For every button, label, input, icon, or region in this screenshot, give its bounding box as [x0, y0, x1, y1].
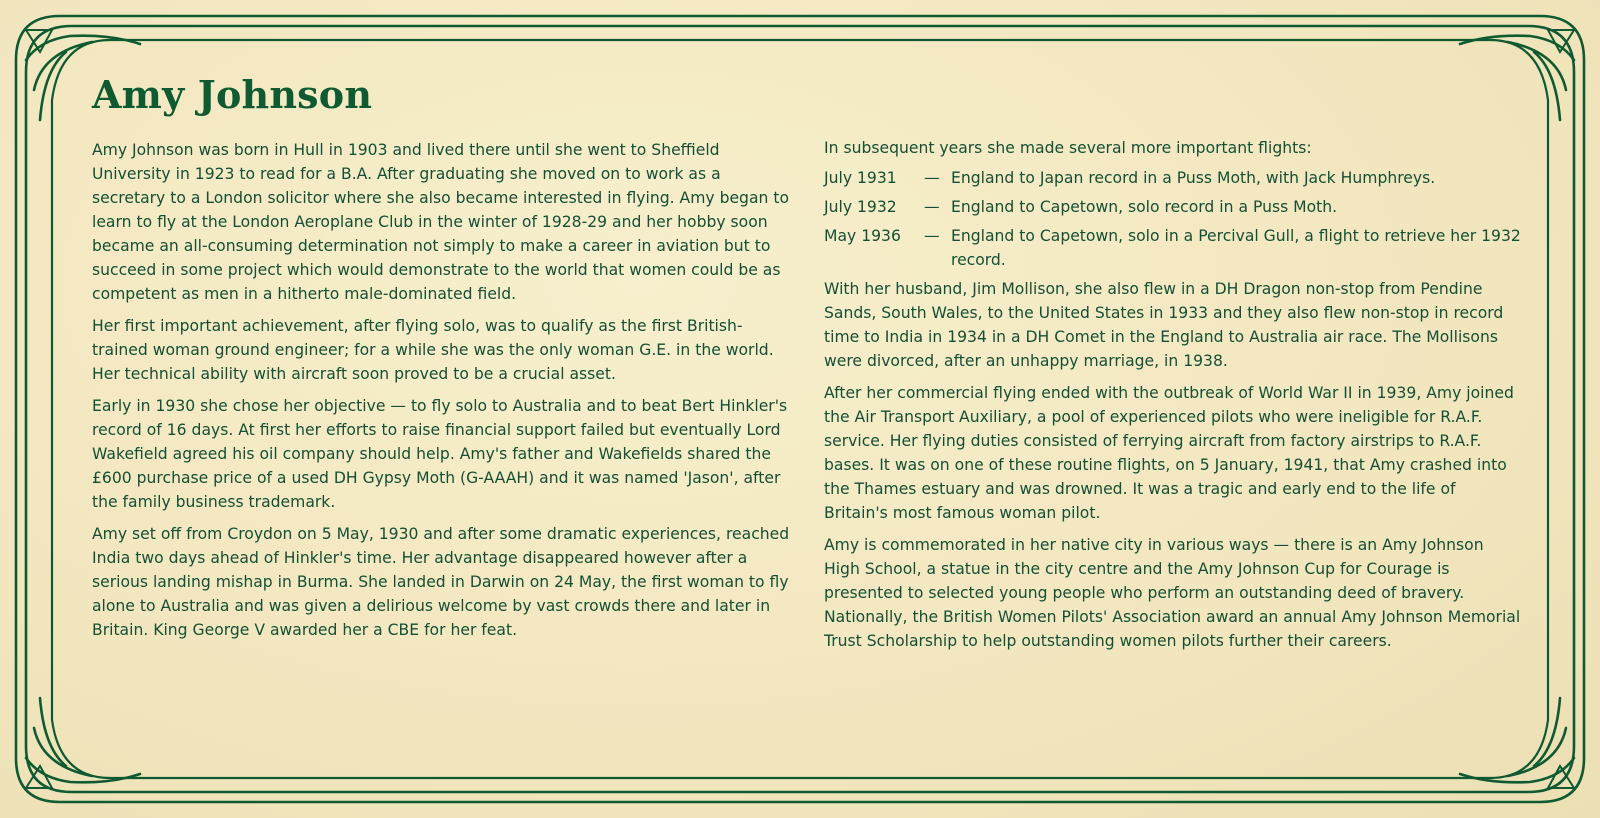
flight-dash: — — [924, 198, 940, 216]
flights-intro: In subsequent years she made several more important flights: — [824, 139, 1312, 157]
flight-date: July 1932 — [824, 198, 897, 216]
page-title: Amy Johnson — [92, 72, 373, 117]
left-column — [92, 138, 797, 650]
flight-description: England to Capetown, solo record in a Puss Moth. — [951, 198, 1338, 216]
flight-item — [824, 166, 1524, 190]
right-column — [824, 136, 1524, 661]
flight-date: July 1931 — [824, 169, 897, 187]
flight-description: England to Capetown, solo in a Percival Gull, a flight to retrieve her 1932 record. — [951, 227, 1521, 269]
paragraph-australia-objective: Early in 1930 she chose her objective — to fly solo to Australia and to beat Bert Hinkler's record of 16 days. At first her efforts to raise financial support failed but eventually Lord Wakefield agreed his oil company should help. Amy's father and Wakefields shared the £600 purchase price of a used DH Gypsy Moth (G-AAAH) and it was named 'Jason', after the family business trademark. — [92, 397, 788, 511]
flight-dash: — — [924, 227, 940, 245]
paragraph-war-service: After her commercial flying ended with the outbreak of World War II in 1939, Amy joined the Air Transport Auxiliary, a pool of experienced pilots who were ineligible for R.A.F. service. Her flying duties consisted of ferrying aircraft from factory airstrips to R.A.F. bases. It was on one of these routine flights, on 5 January, 1941, that Amy crashed into the Thames estuary and was drowned. It was a tragic and early end to the life of Britain's most famous woman pilot. — [824, 384, 1514, 522]
flight-description: England to Japan record in a Puss Moth, with Jack Humphreys. — [951, 169, 1436, 187]
paragraph-early-life: Amy Johnson was born in Hull in 1903 and lived there until she went to Sheffield University in 1923 to read for a B.A. After graduating she moved on to work as a secretary to a London solicitor where she also became interested in flying. Amy began to learn to fly at the London Aeroplane Club in the winter of 1928-29 and her hobby soon became an all-consuming determination not simply to make a career in aviation but to succeed in some project which would demonstrate to the world that women could be as competent as men in a hitherto male-dominated field. — [92, 141, 790, 303]
paragraph-commemoration: Amy is commemorated in her native city in various ways — there is an Amy Johnson High School, a statue in the city centre and the Amy Johnson Cup for Courage is presented to selected young people who perform an outstanding deed of bravery. Nationally, the British Women Pilots' Association award an annual Amy Johnson Memorial Trust Scholarship to help outstanding women pilots further their careers. — [824, 536, 1521, 650]
flight-item — [824, 195, 1524, 219]
flight-date: May 1936 — [824, 227, 901, 245]
flight-dash: — — [924, 169, 940, 187]
paragraph-ground-engineer: Her first important achievement, after flying solo, was to qualify as the first British-trained woman ground engineer; for a while she was the only woman G.E. in the world. Her technical ability with aircraft soon proved to be a crucial asset. — [92, 317, 774, 383]
paragraph-australia-flight: Amy set off from Croydon on 5 May, 1930 and after some dramatic experiences, reached India two days ahead of Hinkler's time. Her advantage disappeared however after a serious landing mishap in Burma. She landed in Darwin on 24 May, the first woman to fly alone to Australia and was given a delirious welcome by vast crowds there and later in Britain. King George V awarded her a CBE for her feat. — [92, 525, 790, 639]
flight-item — [824, 224, 1524, 272]
paragraph-mollison: With her husband, Jim Mollison, she also flew in a DH Dragon non-stop from Pendine Sands, South Wales, to the United States in 1933 and they also flew non-stop in record time to India in 1934 in a DH Comet in the England to Australia air race. The Mollisons were divorced, after an unhappy marriage, in 1938. — [824, 280, 1504, 370]
